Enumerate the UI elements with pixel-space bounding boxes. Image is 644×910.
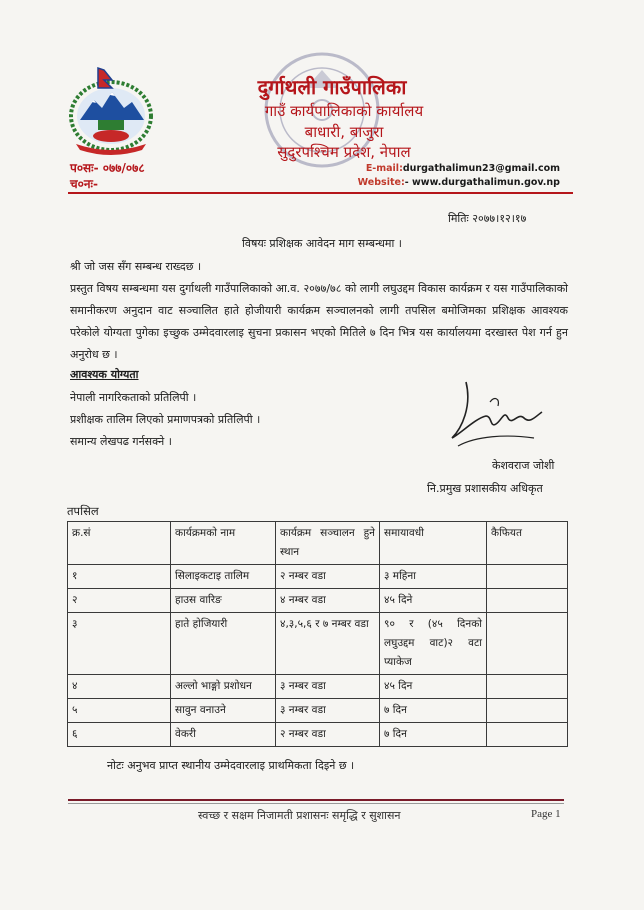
office-subtitle: गाउँ कार्यपालिकाको कार्यालय <box>264 102 424 120</box>
cell-serial: ४ <box>68 675 171 699</box>
cell-remarks <box>487 675 568 699</box>
office-name: दुर्गाथली गाउँपालिका <box>257 75 407 99</box>
website-url[interactable]: www.durgathalimun.gov.np <box>412 177 560 188</box>
cell-program: वेकरी <box>171 723 276 747</box>
table-row <box>68 675 568 699</box>
footer-divider <box>68 799 564 801</box>
website-label: Website: <box>357 177 405 188</box>
table-header-row <box>68 522 568 565</box>
qualification-heading: आवश्यक योग्यता <box>70 368 139 381</box>
cell-location: ३ नम्बर वडा <box>276 675 380 699</box>
cell-program: सिलाइकटाइ तालिम <box>171 565 276 589</box>
col-serial: क्र.सं <box>68 522 171 565</box>
cell-duration: ४५ दिने <box>380 589 487 613</box>
cell-location: ४,३,५,६ र ७ नम्बर वडा <box>276 613 380 675</box>
cell-location: २ नम्बर वडा <box>276 723 380 747</box>
qualification-item: नेपाली नागरिकताको प्रतिलिपी । <box>70 391 197 404</box>
cell-serial: २ <box>68 589 171 613</box>
letter-body: प्रस्तुत विषय सम्बन्धमा यस दुर्गाथली गाउँपालिकाको आ.व. २०७७/७८ को लागी लघुउद्दम विकास कार्यक्रम र यस गाउँपालिकाको समानीकरण अनुदान वाट सञ्चालित हाते होजीयारी कार्यक्रम सञ्चालनको लागी तपसिल बमोजिमका प्रशिक्षक आवश्यक परेकोले योग्यता पुगेका इच्छुक उम्मेदवारलाइ सुचना प्रकासन भएको मितिले ७ दिन भित्र यस कार्यालयमा दरखास्त पेश गर्न हुन अनुरोध छ । <box>70 282 568 361</box>
cell-serial: १ <box>68 565 171 589</box>
header-divider <box>68 192 573 194</box>
website-line: Website:- www.durgathalimun.gov.np <box>357 177 560 188</box>
cell-location: ४ नम्बर वडा <box>276 589 380 613</box>
cell-remarks <box>487 589 568 613</box>
cell-remarks <box>487 613 568 675</box>
dispatch-number: च०नः- <box>70 177 98 191</box>
page-number: Page 1 <box>531 808 561 820</box>
table-row <box>68 699 568 723</box>
salutation: श्री जो जस सँग सम्बन्ध राख्दछ । <box>70 260 202 273</box>
cell-program: हाते होजियारी <box>171 613 276 675</box>
schedule-table <box>67 521 568 747</box>
table-row <box>68 589 568 613</box>
office-location: बाधारी, बाजुरा <box>304 123 384 141</box>
col-remarks: कैफियत <box>487 522 568 565</box>
schedule-label: तपसिल <box>67 504 99 518</box>
cell-location: ३ नम्बर वडा <box>276 699 380 723</box>
cell-duration: ३ महिना <box>380 565 487 589</box>
note: नोटः अनुभव प्राप्त स्थानीय उम्मेदवारलाइ प्राथमिकता दिइने छ । <box>107 759 355 772</box>
table-row <box>68 613 568 675</box>
cell-location: २ नम्बर वडा <box>276 565 380 589</box>
signature <box>446 376 546 458</box>
cell-duration: ४५ दिन <box>380 675 487 699</box>
cell-serial: ३ <box>68 613 171 675</box>
cell-remarks <box>487 565 568 589</box>
footer-divider-thin <box>68 803 564 804</box>
cell-remarks <box>487 723 568 747</box>
qualification-item: समान्य लेखपढ गर्नसक्ने । <box>70 435 172 448</box>
cell-program: सावुन वनाउने <box>171 699 276 723</box>
cell-duration: ९० र (४५ दिनको लघुउद्दम वाट)२ वटा प्याकेज <box>380 613 487 675</box>
footer-slogan: स्वच्छ र सक्षम निजामती प्रशासनः समृद्धि र सुशासन <box>198 809 401 822</box>
email-label: E-mail: <box>365 163 403 174</box>
cell-remarks <box>487 699 568 723</box>
email-line <box>366 163 560 174</box>
cell-serial: ५ <box>68 699 171 723</box>
signer-title: नि.प्रमुख प्रशासकीय अधिकृत <box>427 482 543 495</box>
office-province: सुदुरपश्चिम प्रदेश, नेपाल <box>277 143 411 161</box>
col-program: कार्यक्रमको नाम <box>171 522 276 565</box>
cell-duration: ७ दिन <box>380 723 487 747</box>
letter-date: मितिः २०७७।१२।१७ <box>448 212 527 225</box>
qualification-item: प्रशीक्षक तालिम लिएको प्रमाणपत्रको प्रतिलिपी । <box>70 413 261 426</box>
cell-program: हाउस वारिङ <box>171 589 276 613</box>
col-duration: समायावधी <box>380 522 487 565</box>
col-location: कार्यक्रम सञ्चालन हुने स्थान <box>276 522 380 565</box>
table-row <box>68 723 568 747</box>
signer-name: केशवराज जोशी <box>492 459 555 472</box>
cell-program: अल्लो भाङ्गो प्रशोधन <box>171 675 276 699</box>
letter-subject: विषयः प्रशिक्षक आवेदन माग सम्बन्धमा । <box>242 237 402 250</box>
table-row <box>68 565 568 589</box>
email-address[interactable]: durgathalimun23@gmail.com <box>402 163 560 174</box>
cell-serial: ६ <box>68 723 171 747</box>
cell-duration: ७ दिन <box>380 699 487 723</box>
reference-number: प०सः- ०७७/०७८ <box>70 161 145 175</box>
